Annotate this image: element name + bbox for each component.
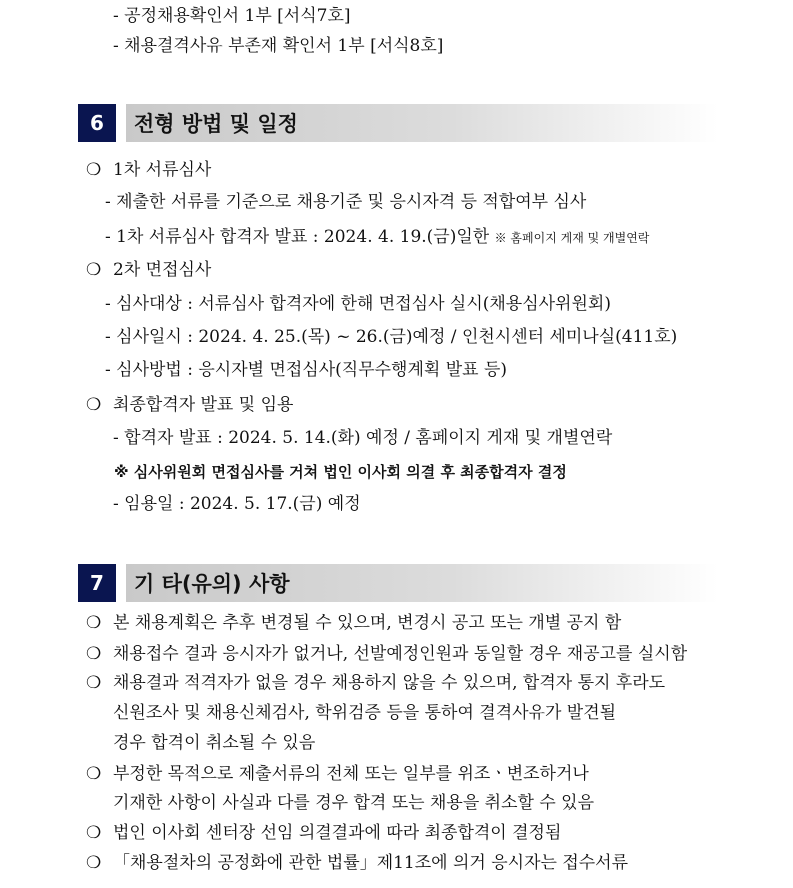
circle-bullet-icon: ❍ [86, 644, 102, 664]
circle-bullet-icon: ❍ [86, 160, 102, 180]
section-6-item-1 [86, 159, 211, 181]
section-7-item-3-cont2: 경우 합격이 취소될 수 있음 [113, 733, 316, 753]
section-7-item-5 [86, 822, 561, 844]
circle-bullet-icon: ❍ [86, 613, 102, 633]
section-6-title: 전형 방법 및 일정 [126, 104, 718, 142]
item-text: 법인 이사회 센터장 선임 의결결과에 따라 최종합격이 결정됨 [113, 823, 562, 843]
section-6-item-1a: - 제출한 서류를 기준으로 채용기준 및 응시자격 등 적합여부 심사 [105, 192, 587, 212]
section-6-item-2 [86, 259, 211, 281]
item-text: 부정한 목적으로 제출서류의 전체 또는 일부를 위조ㆍ변조하거나 [113, 764, 589, 784]
section-7-item-4 [86, 763, 589, 785]
section-6-item-2c: - 심사방법 : 응시자별 면접심사(직무수행계획 발표 등) [105, 360, 508, 380]
section-6-number: 6 [78, 104, 116, 142]
section-7-item-2 [86, 643, 687, 665]
section-6-item-2b: - 심사일시 : 2024. 4. 25.(목) ~ 26.(금)예정 / 인천시센터 세미나실(411호) [105, 327, 678, 347]
section-7-item-3-cont1: 신원조사 및 채용신체검사, 학위검증 등을 통하여 결격사유가 발견될 [113, 703, 617, 723]
item-text: 「채용절차의 공정화에 관한 법률」제11조에 의거 응시자는 접수서류 [113, 853, 629, 873]
item-text: - 1차 서류심사 합격자 발표 : 2024. 4. 19.(금)일한 [105, 227, 490, 247]
circle-bullet-icon: ❍ [86, 823, 102, 843]
section-7-item-4-cont: 기재한 사항이 사실과 다를 경우 합격 또는 채용을 취소할 수 있음 [113, 793, 595, 813]
doc-line-form8: - 채용결격사유 부존재 확인서 1부 [서식8호] [113, 36, 444, 56]
item-text: 1차 서류심사 [113, 160, 212, 180]
circle-bullet-icon: ❍ [86, 673, 102, 693]
section-7-item-6 [86, 852, 628, 874]
item-text: 채용접수 결과 응시자가 없거나, 선발예정인원과 동일할 경우 재공고를 실시함 [113, 644, 688, 664]
circle-bullet-icon: ❍ [86, 764, 102, 784]
section-6-item-3 [86, 394, 293, 416]
circle-bullet-icon: ❍ [86, 853, 102, 873]
section-6-header [78, 104, 718, 142]
section-6-item-1b [105, 226, 649, 249]
doc-line-form7: - 공정채용확인서 1부 [서식7호] [113, 6, 351, 26]
item-text: 최종합격자 발표 및 임용 [113, 395, 294, 415]
item-text: 본 채용계획은 추후 변경될 수 있으며, 변경시 공고 또는 개별 공지 함 [113, 613, 622, 633]
section-7-title: 기 타(유의) 사항 [126, 564, 718, 602]
section-6-item-3b: - 임용일 : 2024. 5. 17.(금) 예정 [113, 494, 361, 514]
circle-bullet-icon: ❍ [86, 260, 102, 280]
section-7-item-3 [86, 672, 665, 694]
section-6-note: ※ 심사위원회 면접심사를 거쳐 법인 이사회 의결 후 최종합격자 결정 [114, 463, 567, 481]
section-7-header [78, 564, 718, 602]
section-6-item-3a: - 합격자 발표 : 2024. 5. 14.(화) 예정 / 홈페이지 게재 및 개별연락 [113, 428, 613, 448]
item-text: 2차 면접심사 [113, 260, 212, 280]
item-text: 채용결과 적격자가 없을 경우 채용하지 않을 수 있으며, 합격자 통지 후라도 [113, 673, 666, 693]
item-note: ※ 홈페이지 게재 및 개별연락 [494, 231, 650, 245]
section-7-number: 7 [78, 564, 116, 602]
circle-bullet-icon: ❍ [86, 395, 102, 415]
section-6-item-2a: - 심사대상 : 서류심사 합격자에 한해 면접심사 실시(채용심사위원회) [105, 294, 611, 314]
section-7-item-1 [86, 612, 621, 634]
